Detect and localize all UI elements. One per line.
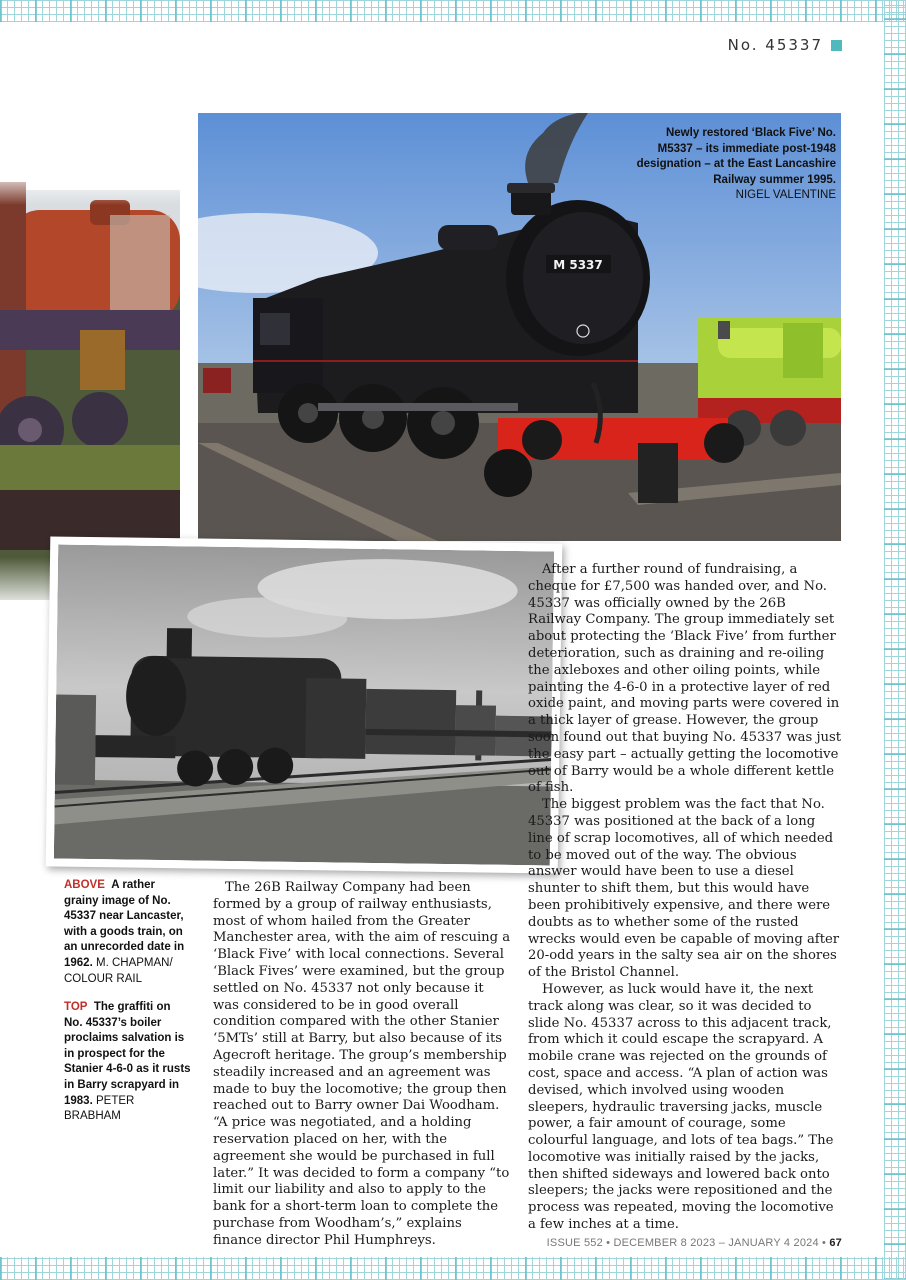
page-number: 67 [829,1237,842,1249]
caption-above-label: ABOVE [64,879,105,891]
caption-top [64,1000,192,1125]
photo-main-caption [636,126,836,204]
accent-square-icon [831,40,842,51]
article-column-middle [200,880,512,1250]
photo-main-caption-text: Newly restored ‘Black Five’ No. M5337 – its immediate post-1948 designation – at the East Lancashire Railway summer 1995. [636,127,836,186]
running-head [728,36,842,54]
smokebox-number-plate: M 5337 [553,258,603,272]
folio [547,1237,842,1249]
caption-above-credit: M. CHAPMAN/ COLOUR RAIL [64,956,173,985]
article-paragraph: The 26B Railway Company had been formed by a group of railway enthusiasts, most of whom hailed from the Greater Manchester area, with the aim of rescuing a ‘Black Five’ with local connections. Several ‘Black Fives’ were examined, but the group settled on No. 45337 not only because it was considered to be in good overall condition compared with the other Stanier ‘5MTs’ still at Barry, but also because of its Agecroft heritage. The group’s membership steadily increased and an agreement was made to buy the locomotive; the group then reached out to Barry owner Dai Woodham. “A price was negotiated, and a holding reservation placed on her, with the agreement she would be purchased in full later.” It was decided to form a company “to limit our liability and also to apply to the bank for a short-term loan to complete the purchase from Woodham’s,” explains finance director Phil Humphreys. [213,880,511,1248]
article-paragraph: The biggest problem was the fact that No. 45337 was positioned at the back of a long line of scrap locomotives, all of which needed to be moved out of the way. The obvious answer would have been to use a diesel shunter to shift them, but this would have been prohibitively expensive, and there were doubts as to whether some of the rusted wrecks would even be capable of moving after 20-odd years in the salty sea air on the shores of the Bristol Channel. [528,797,840,981]
photo-main-credit: NIGEL VALENTINE [735,189,836,201]
caption-top-text: The graffiti on No. 45337’s boiler proclaims salvation is in prospect for the Stanier 4-6-0 as it rusts in Barry scrapyard in 1983. [64,1001,191,1107]
grid-border-right-major [884,0,906,1280]
folio-issue: ISSUE 552 • DECEMBER 8 2023 – JANUARY 4 2024 • [546,1237,827,1249]
article-paragraph: After a further round of fundraising, a cheque for £7,500 was handed over, and No. 45337 was officially owned by the 26B Railway Company. The group immediately set about protecting the ‘Black Five’ from further deterioration, such as draining and re-oiling the axleboxes and other oiling points, while painting the 4-6-0 in a protective layer of red oxide paint, and moving parts were covered in a thick layer of grease. However, the group soon found out that buying No. 45337 was just the easy part – actually getting the locomotive out of Barry would be a whole different kettle of fish. [528,562,842,796]
caption-top-label: TOP [64,1001,88,1013]
caption-above [64,878,192,987]
photo-bw-goods-train [46,536,563,873]
article-column-right [528,562,842,1234]
grid-border-top-major [0,0,906,22]
running-head-text: No. 45337 [727,36,823,54]
article-paragraph: However, as luck would have it, the next track along was clear, so it was decided to slide No. 45337 across to this adjacent track, from which it could escape the scrapyard. A mobile crane was rejected on the grounds of cost, space and access. “A plan of action was devised, which involved using wooden sleepers, hydraulic traversing jacks, muscle power, a fair amount of courage, some colourful language, and lots of tea bags.” The locomotive was initially raised by the jacks, then shifted sideways and lowered back onto sleepers; the jacks were repositioned and the process was repeated, moving the locomotive a few inches at a time. [528,981,834,1233]
caption-top-credit: PETER BRABHAM [64,1094,135,1123]
caption-above-text: A rather grainy image of No. 45337 near Lancaster, with a goods train, on an unrecorded date in 1962. [64,879,185,969]
grid-border-bottom-major [0,1257,906,1280]
